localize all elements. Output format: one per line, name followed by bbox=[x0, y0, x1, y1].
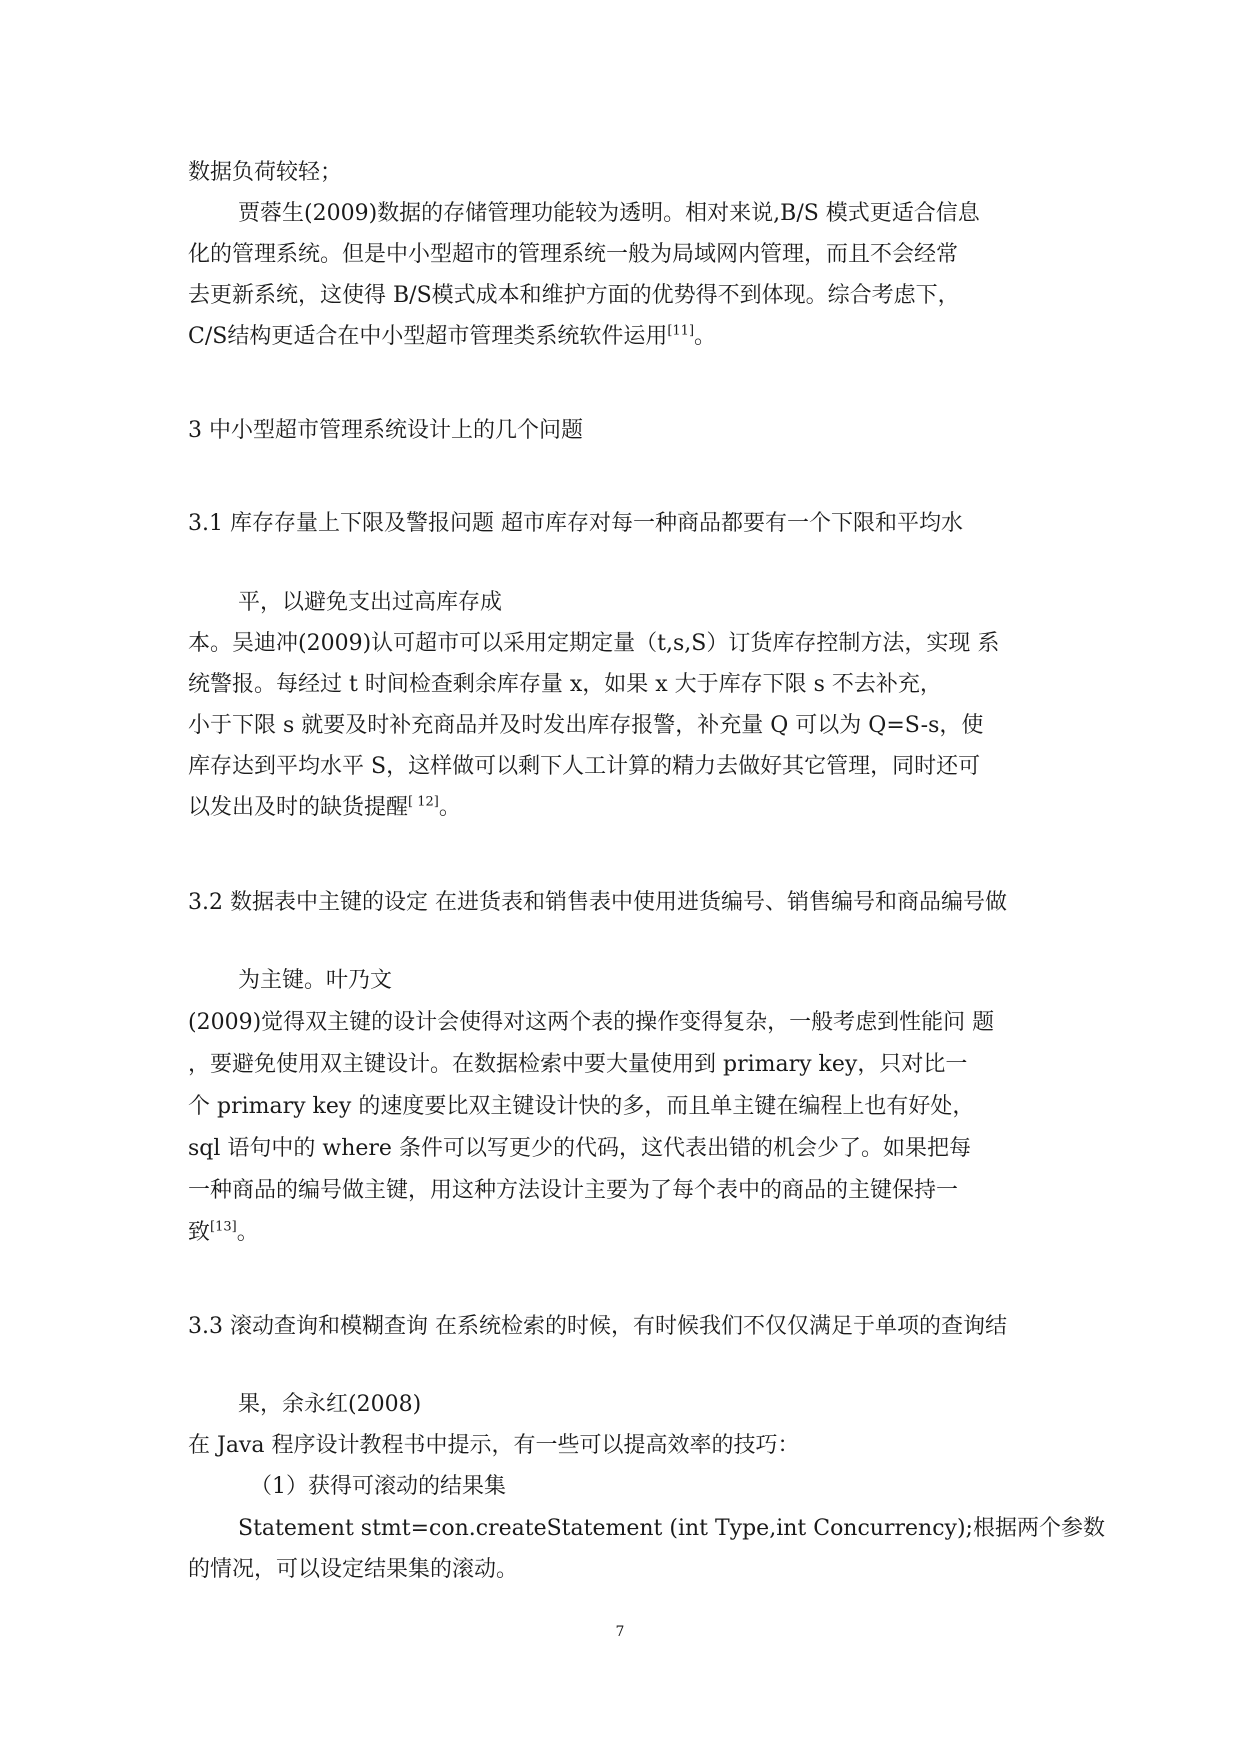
citation-ref: [ 12] bbox=[408, 794, 439, 810]
paragraph-line: 的情况，可以设定结果集的滚动。 bbox=[188, 1557, 519, 1582]
paragraph-line bbox=[188, 794, 461, 820]
paragraph-line: (2009)觉得双主键的设计会使得对这两个表的操作变得复杂，一般考虑到性能问 题 bbox=[188, 1010, 995, 1035]
text-span: 。 bbox=[438, 795, 461, 820]
page-number: 7 bbox=[615, 1624, 625, 1640]
paragraph-line bbox=[188, 323, 717, 349]
text-span: 。 bbox=[236, 1220, 259, 1245]
paragraph-line: 果，余永红(2008) bbox=[238, 1392, 422, 1417]
text-span: 致 bbox=[188, 1220, 211, 1245]
section-heading: 3 中小型超市管理系统设计上的几个问题 bbox=[188, 418, 583, 443]
citation-ref: [13] bbox=[210, 1219, 237, 1235]
list-item: （1）获得可滚动的结果集 bbox=[250, 1474, 506, 1499]
paragraph-line: 贾蓉生(2009)数据的存储管理功能较为透明。相对来说,B/S 模式更适合信息 bbox=[238, 201, 980, 226]
paragraph-line: ，要避免使用双主键设计。在数据检索中要大量使用到 primary key，只对比一 bbox=[188, 1052, 968, 1077]
section-heading: 3.2 数据表中主键的设定 在进货表和销售表中使用进货编号、销售编号和商品编号做 bbox=[188, 890, 1007, 915]
citation-ref: [11] bbox=[667, 323, 695, 339]
paragraph-line: 一种商品的编号做主键，用这种方法设计主要为了每个表中的商品的主键保持一 bbox=[188, 1178, 959, 1203]
paragraph-line: 平，以避免支出过高库存成 bbox=[238, 590, 503, 615]
paragraph-line bbox=[188, 1219, 259, 1245]
paragraph-line: 小于下限 s 就要及时补充商品并及时发出库存报警，补充量 Q 可以为 Q=S-s，使 bbox=[188, 713, 984, 738]
text-span: 。 bbox=[694, 324, 717, 349]
paragraph-line: 库存达到平均水平 S，这样做可以剩下人工计算的精力去做好其它管理，同时还可 bbox=[188, 754, 981, 779]
paragraph-line: 化的管理系统。但是中小型超市的管理系统一般为局域网内管理，而且不会经常 bbox=[188, 242, 959, 267]
paragraph-line: 为主键。叶乃文 bbox=[238, 968, 393, 993]
text-span: C/S结构更适合在中小型超市管理类系统软件运用 bbox=[188, 324, 668, 349]
section-heading: 3.1 库存存量上下限及警报问题 超市库存对每一种商品都要有一个下限和平均水 bbox=[188, 511, 963, 536]
paragraph-line: 去更新系统，这使得 B/S模式成本和维护方面的优势得不到体现。综合考虑下， bbox=[188, 283, 960, 308]
section-heading: 3.3 滚动查询和模糊查询 在系统检索的时候，有时候我们不仅仅满足于单项的查询结 bbox=[188, 1314, 1007, 1339]
paragraph-line: 个 primary key 的速度要比双主键设计快的多，而且单主键在编程上也有好处， bbox=[188, 1094, 975, 1119]
paragraph-line: Statement stmt=con.createStatement (int Type,int Concurrency);根据两个参数 bbox=[238, 1516, 1105, 1541]
paragraph-line: 在 Java 程序设计教程书中提示，有一些可以提高效率的技巧： bbox=[188, 1433, 800, 1458]
paragraph-line: 本。吴迪冲(2009)认可超市可以采用定期定量（t,s,S）订货库存控制方法，实现 系 bbox=[188, 631, 1000, 656]
text-span: 以发出及时的缺货提醒 bbox=[188, 795, 409, 820]
paragraph-line: 数据负荷较轻； bbox=[188, 160, 343, 185]
paragraph-line: 统警报。每经过 t 时间检查剩余库存量 x，如果 x 大于库存下限 s 不去补充， bbox=[188, 672, 942, 697]
paragraph-line: sql 语句中的 where 条件可以写更少的代码，这代表出错的机会少了。如果把每 bbox=[188, 1136, 971, 1161]
